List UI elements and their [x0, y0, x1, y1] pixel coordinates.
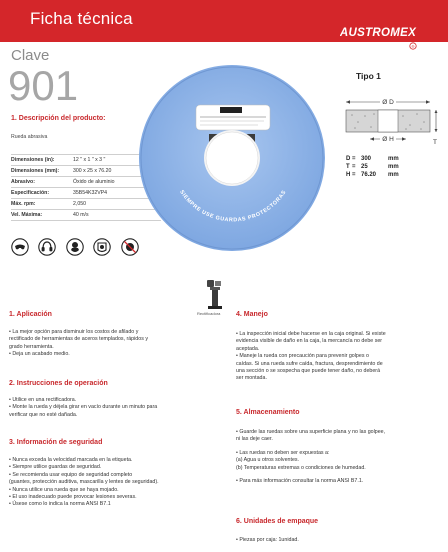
- paragraph-line: evidencia visible de daño en la caja, la mercancía no debe ser: [236, 338, 383, 345]
- spec-key: Vel. Máxima:: [11, 212, 43, 218]
- product-code: 901: [8, 62, 79, 109]
- paragraph-line: • Para más información consultar la norma ANSI B7.1.: [236, 478, 364, 485]
- dimension-value: 76.20: [361, 172, 377, 178]
- aplicacion-title: 1. Aplicación: [9, 311, 52, 318]
- spec-key: Abrasivo:: [11, 179, 35, 185]
- no-use-icon: [121, 238, 139, 256]
- hearing-protection-icon: [38, 238, 56, 256]
- paragraph-line: rectificado de herramientas de aceros templados, rápidos y: [9, 336, 148, 343]
- brand-wordmark: AUSTROMEX: [340, 27, 417, 39]
- spec-value: 40 m/s: [73, 212, 89, 218]
- dimension-key: D: [346, 156, 351, 162]
- product-description-title: 1. Descripción del producto:: [11, 115, 106, 122]
- t-dimension-label: T: [433, 139, 437, 146]
- empaque-title: 6. Unidades de empaque: [236, 518, 319, 525]
- paragraph-line: • La inspección inicial debe hacerse en la caja original. Si existe: [236, 331, 386, 337]
- dimension-unit: mm: [388, 164, 399, 170]
- product-type: Rueda abrasiva: [11, 134, 48, 140]
- machine-label: Rectificadora: [197, 311, 221, 316]
- paragraph-line: (b) Temperaturas extremas o condiciones de humedad.: [236, 464, 366, 471]
- mask-icon: [66, 238, 84, 256]
- eye-protection-icon: [11, 238, 29, 256]
- paragraph-line: verificar que no esté dañada.: [9, 411, 78, 418]
- paragraph-line: una sección o se sospecha que puede tener daño, no deberá: [236, 368, 381, 375]
- spec-value: Óxido de aluminio: [73, 179, 115, 185]
- wheel-profile-diagram: [340, 92, 440, 152]
- dimension-value: 25: [361, 164, 368, 170]
- dimension-unit: mm: [388, 156, 399, 162]
- paragraph-line: caídas. Si una rueda sufre caída, fractura, desprendimiento de: [236, 360, 383, 367]
- paragraph-line: • Guarde las ruedas sobre una superficie plana y no las golpee,: [236, 429, 386, 435]
- spec-value: 300 x 25 x 76.20: [73, 168, 112, 174]
- seguridad-title: 3. Información de seguridad: [9, 439, 103, 446]
- paragraph-line: • Nunca exceda la velocidad marcada en la etiqueta.: [9, 457, 133, 463]
- aplicacion-text: [9, 329, 215, 359]
- clave-label: Clave: [11, 47, 50, 64]
- spec-value: 35B54K32VP4: [73, 190, 108, 196]
- paragraph-line: • La mejor opción para disminuir los costos de afilado y: [9, 329, 139, 335]
- paragraph-line: • Deja un acabado medio.: [9, 351, 70, 358]
- d-dimension-label: Ø D: [382, 99, 394, 106]
- paragraph-line: grado herramienta.: [9, 343, 54, 350]
- dimension-sep: =: [352, 156, 356, 162]
- spec-value: 12 " x 1 " x 3 ": [73, 157, 106, 163]
- almacenamiento-title: 5. Almacenamiento: [236, 409, 300, 416]
- paragraph-line: ni las deje caer.: [236, 436, 273, 443]
- wheel-warning-text: SIEMPRE USE GUARDAS PROTECTORAS: [178, 189, 288, 224]
- paragraph-line: (a) Agua u otros solventes.: [236, 457, 300, 464]
- dimension-value: 300: [361, 156, 372, 162]
- dimension-sep: =: [352, 164, 356, 170]
- paragraph-line: ser montada.: [236, 375, 267, 382]
- dimension-key: T: [346, 164, 350, 170]
- paragraph-line: • Utilice en una rectificadora.: [9, 397, 77, 403]
- operacion-title: 2. Instrucciones de operación: [9, 380, 108, 387]
- dimension-sep: =: [352, 172, 356, 178]
- austromex-logo: [340, 14, 420, 50]
- spec-key: Especificación:: [11, 190, 50, 196]
- paragraph-line: • Las ruedas no deben ser expuestas a:: [236, 449, 330, 456]
- tipo-label: Tipo 1: [356, 71, 381, 81]
- grinding-wheel-image: [138, 64, 326, 252]
- face-shield-icon: [93, 238, 111, 256]
- paragraph-line: • Se recomienda usar equipo de seguridad completo: [9, 471, 133, 478]
- spec-value: 2,050: [73, 201, 86, 207]
- dimension-key: H: [346, 172, 351, 178]
- spec-key: Máx. rpm:: [11, 201, 36, 207]
- h-dimension-label: Ø H: [382, 136, 394, 143]
- spec-key: Dimensiones (mm):: [11, 168, 60, 174]
- paragraph-line: • Maneje la rueda con precaución para prevenir golpes o: [236, 353, 369, 360]
- page-title: Ficha técnica: [30, 9, 133, 28]
- paragraph-line: • Monte la rueda y déjela girar en vacío durante un minuto para: [9, 404, 158, 411]
- dimension-unit: mm: [388, 172, 399, 178]
- spec-key: Dimensiones (in):: [11, 157, 55, 163]
- almacenamiento-text: [236, 429, 442, 485]
- registered-mark: ®: [411, 44, 415, 49]
- seguridad-text: [9, 457, 215, 509]
- empaque-text: [236, 537, 442, 544]
- manejo-text: [236, 331, 442, 383]
- paragraph-line: • Siempre utilice guardas de seguridad.: [9, 464, 102, 471]
- bench-grinder-icon: [204, 278, 226, 310]
- paragraph-line: aceptada.: [236, 345, 260, 352]
- operacion-text: [9, 397, 215, 419]
- paragraph-line: • Úsese como lo indica la norma ANSI B7.1: [9, 501, 111, 508]
- safety-icons: [11, 238, 144, 258]
- paragraph-line: (guantes, protección auditiva, mascarilla y lentes de seguridad).: [9, 479, 159, 486]
- paragraph-line: • Piezas por caja: 1unidad.: [236, 537, 299, 543]
- paragraph-line: • Nunca utilice una rueda que se haya mojado.: [9, 486, 119, 493]
- paragraph-line: • El uso inadecuado puede provocar lesiones severas.: [9, 494, 137, 501]
- manejo-title: 4. Manejo: [236, 311, 268, 318]
